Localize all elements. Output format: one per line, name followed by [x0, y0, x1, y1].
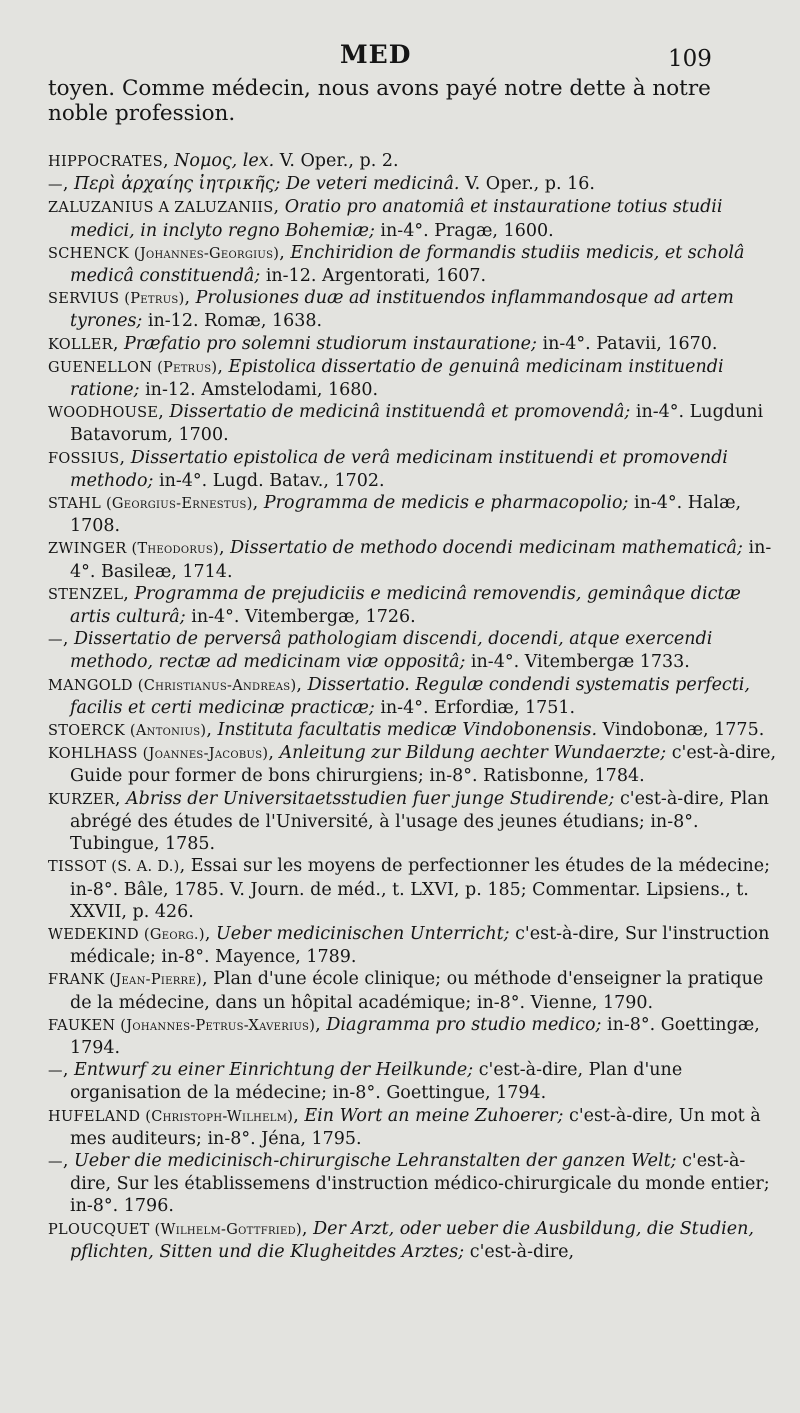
bibliography-entry: SCHENCK (Johannes-Georgius), Enchiridion de formandis studiis medicis, et scholâ medicâ constituendâ; in-12. Argentorati, 1607. [48, 242, 745, 287]
entry-details: Vindobonæ, 1775. [602, 720, 765, 741]
entry-details: c'est-à-dire, Sur l'instruction médicale; in-8°. Mayence, 1789. [70, 923, 770, 968]
bibliography-entry: —, Περὶ ἀρχαίης ἰητρικῆς; De veteri medicinâ. V. Oper., p. 16. [48, 174, 595, 195]
entry-author: — [48, 632, 63, 649]
entry-author: GUENELLON (Petrus) [48, 359, 218, 376]
bibliography-list [48, 150, 778, 1263]
entry-details: V. Oper., p. 16. [465, 174, 595, 195]
entry-title: Dissertatio de medicinâ instituendâ et promovendâ; [169, 402, 631, 423]
entry-author: HUFELAND (Christoph-Wilhelm) [48, 1108, 294, 1125]
bibliography-entry: KOHLHASS (Joannes-Jacobus), Anleitung zur Bildung aechter Wundaerzte; c'est-à-dire, Guide pour former de bons chirurgiens; in-8°. Ratisbonne, 1784. [48, 743, 777, 787]
bibliography-entry: WOODHOUSE, Dissertatio de medicinâ instituendâ et promovendâ; in-4°. Lugduni Batavorum, 1700. [48, 402, 764, 446]
entry-title: Instituta facultatis medicæ Vindobonensis. [217, 720, 598, 741]
bibliography-entry: PLOUCQUET (Wilhelm-Gottfried), Der Arzt, oder ueber die Ausbildung, die Studien, pflichten, Sitten und die Klugheitdes Arztes; c'est-à-dire, [48, 1218, 754, 1262]
entry-author: SERVIUS (Petrus) [48, 291, 185, 308]
entry-details: c'est-à-dire, Guide pour former de bons chirurgiens; in-8°. Ratisbonne, 1784. [70, 743, 777, 787]
entry-author: MANGOLD (Christianus-Andreas) [48, 677, 297, 694]
entry-title: Dissertatio de perversâ pathologiam discendi, docendi, atque exercendi methodo, rectæ ad medicinam viæ oppositâ; [70, 629, 713, 673]
entry-author: STAHL (Georgius-Ernestus) [48, 496, 253, 513]
entry-title: Dissertatio epistolica de verâ medicinam instituendi et promovendi methodo; [70, 447, 728, 491]
bibliography-entry: MANGOLD (Christianus-Andreas), Dissertatio. Regulæ condendi systematis perfecti, facilis et certi medicinæ practicæ; in-4°. Erfordiæ, 1751. [48, 674, 750, 718]
entry-author: FOSSIUS [48, 450, 120, 467]
entry-author: STENZEL [48, 586, 124, 603]
entry-author: ZALUZANIUS A ZALUZANIIS [48, 200, 274, 217]
bibliography-entry: HUFELAND (Christoph-Wilhelm), Ein Wort an meine Zuhoerer; c'est-à-dire, Un mot à mes auditeurs; in-8°. Jéna, 1795. [48, 1105, 761, 1149]
entry-title: Præfatio pro solemni studiorum instauratione; [124, 333, 537, 354]
entry-author: KURZER [48, 791, 115, 808]
entry-details: c'est-à-dire, Plan d'une organisation de la médecine; in-8°. Goettingue, 1794. [70, 1060, 683, 1104]
bibliography-entry: FAUKEN (Johannes-Petrus-Xaverius), Diagramma pro studio medico; in-8°. Goettingæ, 1794. [48, 1014, 760, 1058]
entry-author: ZWINGER (Theodorus) [48, 541, 220, 558]
entry-title: Dissertatio de methodo docendi medicinam mathematicâ; [230, 538, 743, 559]
entry-details: in-4°. Basileæ, 1714. [70, 538, 772, 582]
bibliography-entry: STAHL (Georgius-Ernestus), Programma de medicis e pharmacopolio; in-4°. Halæ, 1708. [48, 493, 742, 537]
entry-title: Ueber medicinischen Unterricht; [215, 923, 510, 944]
entry-title: Programma de medicis e pharmacopolio; [263, 493, 629, 514]
entry-details: in-12. Argentorati, 1607. [265, 266, 487, 287]
entry-author: — [48, 1153, 63, 1170]
entry-details: in-4°. Patavii, 1670. [542, 333, 718, 354]
bibliography-entry: STOERCK (Antonius), Instituta facultatis medicæ Vindobonensis. Vindobonæ, 1775. [48, 720, 765, 741]
entry-title: Ein Wort an meine Zuhoerer; [304, 1105, 564, 1126]
entry-author: SCHENCK (Johannes-Georgius) [48, 245, 280, 262]
bibliography-entry: KURZER, Abriss der Universitaetsstudien fuer junge Studirende; c'est-à-dire, Plan abrégé des études de l'Université, à l'usage des jeunes étudians; in-8°. Tubingue, 1785. [48, 788, 769, 855]
entry-author: KOHLHASS (Joannes-Jacobus) [48, 746, 269, 763]
entry-details: in-4°. Pragæ, 1600. [380, 220, 554, 241]
bibliography-entry: STENZEL, Programma de prejudiciis e medicinâ removendis, geminâque dictæ artis culturâ; in-4°. Vitembergæ, 1726. [48, 583, 741, 628]
entry-title: Περὶ ἀρχαίης ἰητρικῆς; De veteri medicinâ. [73, 174, 460, 195]
bibliography-entry: —, Dissertatio de perversâ pathologiam discendi, docendi, atque exercendi methodo, rectæ ad medicinam viæ oppositâ; in-4°. Vitembergæ 1733. [48, 629, 713, 673]
entry-author: PLOUCQUET (Wilhelm-Gottfried) [48, 1221, 302, 1238]
entry-author: FRANK (Jean-Pierre) [48, 972, 202, 989]
entry-author: WOODHOUSE [48, 405, 159, 422]
entry-details: c'est-à-dire, Plan abrégé des études de l'Université, à l'usage des jeunes étudians; in-8°. Tubingue, 1785. [70, 788, 769, 855]
entry-details: in-12. Amstelodami, 1680. [145, 380, 379, 401]
entry-author: — [48, 1063, 63, 1080]
entry-details: V. Oper., p. 2. [279, 151, 399, 171]
bibliography-entry: FRANK (Jean-Pierre), Plan d'une école clinique; ou méthode d'enseigner la pratique de la médecine, dans un hôpital académique; in-8°. Vienne, 1790. [48, 969, 764, 1013]
bibliography-entry: FOSSIUS, Dissertatio epistolica de verâ medicinam instituendi et promovendi methodo; in-4°. Lugd. Batav., 1702. [48, 447, 728, 491]
entry-author: WEDEKIND (Georg.) [48, 926, 205, 943]
bibliography-entry: GUENELLON (Petrus), Epistolica dissertatio de genuinâ medicinam instituendi ratione; in-12. Amstelodami, 1680. [48, 356, 724, 401]
entry-title: Prolusiones duæ ad instituendos inflammandosque ad artem tyrones; [70, 288, 734, 332]
entry-title: Ueber die medicinisch-chirurgische Lehranstalten der ganzen Welt; [73, 1150, 677, 1171]
entry-details: c'est-à-dire, Un mot à mes auditeurs; in-8°. Jéna, 1795. [70, 1105, 761, 1149]
entry-title: Der Arzt, oder ueber die Ausbildung, die Studien, pflichten, Sitten und die Klugheitdes Arztes; [70, 1218, 754, 1262]
entry-title: Epistolica dissertatio de genuinâ medicinam instituendi ratione; [70, 356, 724, 401]
entry-details: Essai sur les moyens de perfectionner les études de la médecine; in-8°. Bâle, 1785. V. Journ. de méd., t. LXVI, p. 185; Commentar. Lipsiens., t. XXVII, p. 426. [70, 856, 771, 922]
entry-title: Anleitung zur Bildung aechter Wundaerzte; [279, 743, 667, 764]
bibliography-entry: ZWINGER (Theodorus), Dissertatio de methodo docendi medicinam mathematicâ; in-4°. Basileæ, 1714. [48, 538, 772, 582]
entry-author: TISSOT (S. A. D.) [48, 859, 180, 876]
entry-details: in-4°. Halæ, 1708. [70, 493, 742, 537]
entry-author: FAUKEN (Johannes-Petrus-Xaverius) [48, 1017, 316, 1034]
entry-details: c'est-à-dire, Sur les établissemens d'instruction médico-chirurgicale du monde entier; in-8°. 1796. [70, 1150, 770, 1217]
entry-details: in-8°. Goettingæ, 1794. [70, 1014, 760, 1058]
entry-details: in-4°. Lugduni Batavorum, 1700. [70, 402, 764, 446]
bibliography-entry: —, Ueber die medicinisch-chirurgische Lehranstalten der ganzen Welt; c'est-à-dire, Sur les établissemens d'instruction médico-chirurgicale du monde entier; in-8°. 1796. [48, 1150, 770, 1217]
entry-title: Νομος, lex. [174, 151, 275, 171]
bibliography-entry: —, Entwurf zu einer Einrichtung der Heilkunde; c'est-à-dire, Plan d'une organisation de la médecine; in-8°. Goettingue, 1794. [48, 1060, 683, 1104]
entry-details: in-4°. Erfordiæ, 1751. [380, 697, 576, 718]
entry-author: STOERCK (Antonius) [48, 723, 207, 740]
bibliography-entry: HIPPOCRATES, Νομος, lex. V. Oper., p. 2. [48, 151, 399, 171]
bibliography-entry: KOLLER, Præfatio pro solemni studiorum instauratione; in-4°. Patavii, 1670. [48, 333, 718, 354]
running-head [0, 40, 800, 74]
bibliography-entry: WEDEKIND (Georg.), Ueber medicinischen Unterricht; c'est-à-dire, Sur l'instruction médicale; in-8°. Mayence, 1789. [48, 923, 770, 968]
bibliography-entry: TISSOT (S. A. D.), Essai sur les moyens de perfectionner les études de la médecine; in-8°. Bâle, 1785. V. Journ. de méd., t. LXVI, p. 185; Commentar. Lipsiens., t. XXVII, p. 426. [48, 856, 771, 922]
page-number: 109 [668, 46, 712, 72]
entry-details: in-4°. Lugd. Batav., 1702. [159, 470, 385, 491]
bibliography-entry: ZALUZANIUS A ZALUZANIIS, Oratio pro anatomiâ et instauratione totius studii medici, in inclyto regno Bohemiæ; in-4°. Pragæ, 1600. [48, 197, 723, 241]
entry-title: Diagramma pro studio medico; [326, 1014, 602, 1035]
entry-title: Enchiridion de formandis studiis medicis, et scholâ medicâ constituendâ; [70, 242, 745, 287]
entry-author: KOLLER [48, 336, 113, 353]
entry-author: — [48, 177, 63, 194]
entry-author: HIPPOCRATES [48, 154, 163, 170]
entry-details: Plan d'une école clinique; ou méthode d'enseigner la pratique de la médecine, dans un hôpital académique; in-8°. Vienne, 1790. [70, 969, 764, 1013]
entry-details: in-12. Romæ, 1638. [147, 311, 323, 332]
running-title: MED [340, 40, 412, 69]
bibliography-entry: SERVIUS (Petrus), Prolusiones duæ ad instituendos inflammandosque ad artem tyrones; in-12. Romæ, 1638. [48, 288, 734, 332]
entry-details: in-4°. Vitembergæ 1733. [470, 652, 690, 673]
entry-details: c'est-à-dire, [469, 1241, 575, 1262]
entry-details: in-4°. Vitembergæ, 1726. [191, 607, 416, 628]
intro-paragraph: toyen. Comme médecin, nous avons payé notre dette à notre noble profession. [48, 76, 711, 126]
entry-title: Oratio pro anatomiâ et instauratione totius studii medici, in inclyto regno Bohemiæ; [70, 197, 723, 241]
entry-title: Programma de prejudiciis e medicinâ removendis, geminâque dictæ artis culturâ; [70, 583, 741, 628]
entry-title: Dissertatio. Regulæ condendi systematis perfecti, facilis et certi medicinæ practicæ; [70, 674, 750, 718]
entry-title: Entwurf zu einer Einrichtung der Heilkunde; [73, 1060, 474, 1081]
entry-title: Abriss der Universitaetsstudien fuer junge Studirende; [125, 788, 615, 809]
